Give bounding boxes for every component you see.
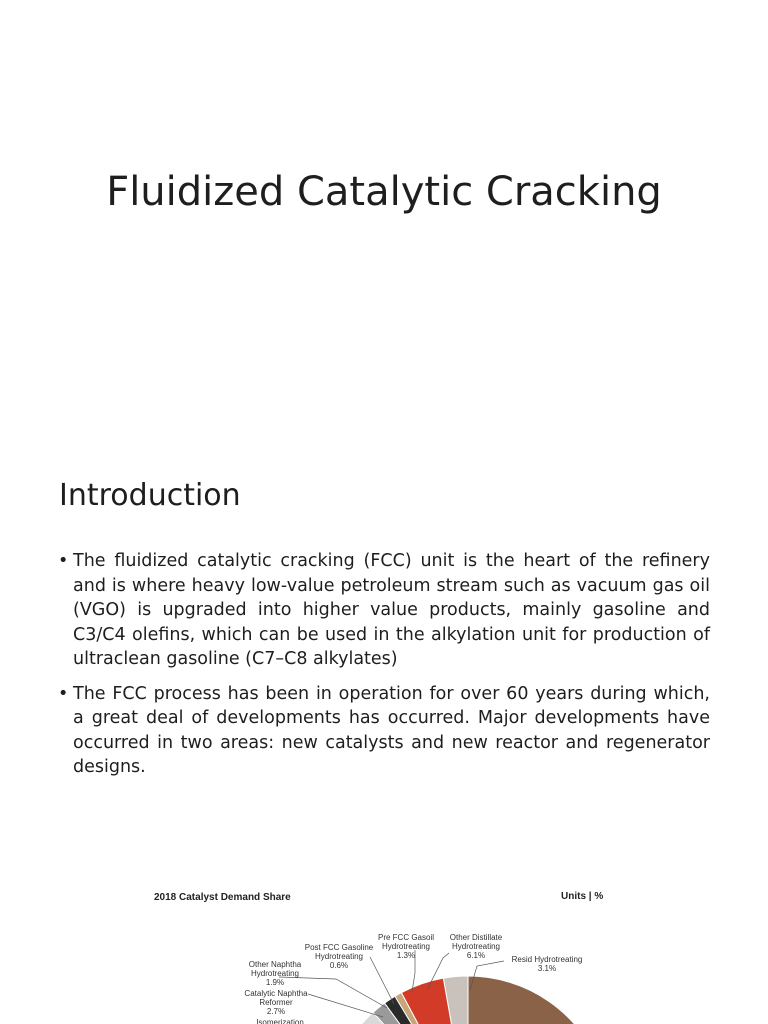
leader-line [308, 994, 383, 1017]
slice-label-isomerization: Isomerization [256, 1018, 304, 1024]
slice-label-catalytic-naphtha: Catalytic Naphtha Reformer 2.7% [244, 989, 308, 1016]
slide-title: Fluidized Catalytic Cracking [106, 169, 662, 215]
catalyst-demand-chart [0, 880, 768, 1024]
chart-title: 2018 Catalyst Demand Share [154, 892, 291, 903]
section-heading: Introduction [59, 478, 241, 513]
slice-label-post-fcc-gasoline: Post FCC Gasoline Hydrotreating 0.6% [304, 943, 374, 970]
slice-label-other-naphtha: Other Naphtha Hydrotreating 1.9% [248, 960, 302, 987]
bullet-list [58, 549, 710, 790]
bullet-item: • The fluidized catalytic cracking (FCC) unit is the heart of the refinery and is where heavy low-value petroleum stream such as vacuum gas oil (VGO) is upgraded into higher value products, mainly gasoline and C3/C4 olefins, which can be used in the alkylation unit for production of ultraclean gasoline (C7–C8 alkylates) [58, 549, 710, 672]
slice-label-resid: Resid Hydrotreating 3.1% [511, 955, 583, 973]
bullet-item: • The FCC process has been in operation for over 60 years during which, a great deal of developments has occurred. Major developments have occurred in two areas: new catalysts and new reactor and regenerator designs. [58, 682, 710, 780]
slice-label-other-distillate: Other Distillate Hydrotreating 6.1% [449, 933, 503, 960]
slice-label-pre-fcc-gasoil: Pre FCC Gasoil Hydrotreating 1.3% [377, 933, 434, 960]
chart-units: Units | % [561, 891, 604, 902]
pie-slice [468, 976, 601, 1024]
